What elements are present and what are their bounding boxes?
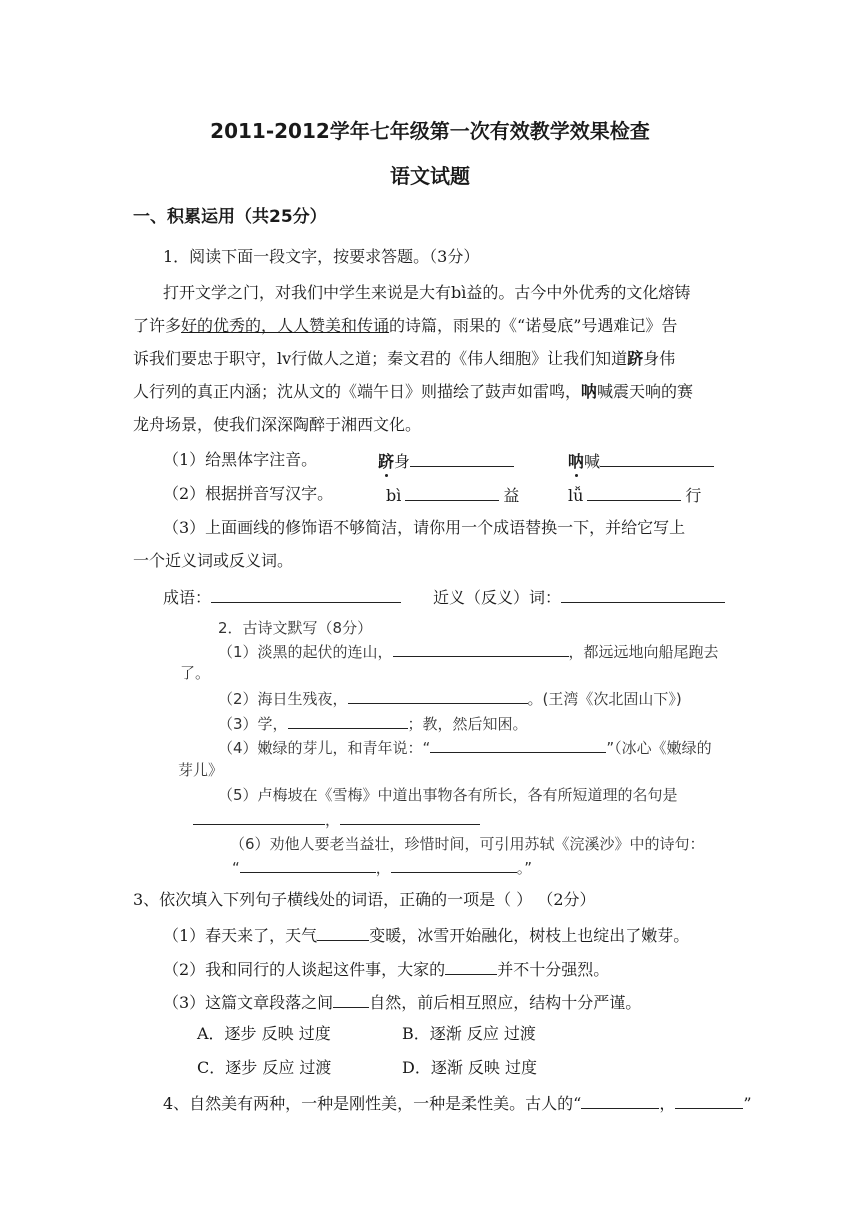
answer-blank[interactable] [348,687,528,704]
q3-prompt: 3、依次填入下列句子横线处的词语，正确的一项是（ ） （2分） [133,890,596,909]
q1-sub1-label: （1）给黑体字注音。 [163,450,318,469]
answer-blank[interactable] [561,586,725,603]
exam-subtitle: 语文试题 [390,164,470,188]
q1-sub2-item: lǚ 行 [568,486,702,505]
answer-blank[interactable] [317,924,369,941]
bold-char: 呐 [581,382,598,401]
q2-line-1: （1）淡黑的起伏的连山， ，都远远地向船尾跑去 [218,640,719,662]
q1-prompt: 1．阅读下面一段文字，按要求答题。（3分） [163,247,480,266]
answer-blank[interactable] [587,484,681,501]
watermark-logo [443,621,797,930]
answer-blank[interactable] [333,991,369,1008]
q2-line-6-answer: “ ， 。” [232,856,532,878]
answer-blank[interactable] [211,586,401,603]
q1-paragraph-line: 人行列的真正内涵；沈从文的《端午日》则描绘了鼓声如雷鸣，呐喊震天响的赛 [133,382,694,401]
q3-sentence-1: （1）春天来了，天气 变暖，冰雪开始融化，树枝上也绽出了嫩芽。 [163,926,690,945]
option-b[interactable]: B．逐渐 反应 过渡 [402,1024,536,1043]
q2-line-5: （5）卢梅坡在《雪梅》中道出事物各有所长，各有所短道理的名句是 [218,786,678,804]
q2-line-4: （4）嫩绿的芽儿，和青年说：“ ”（冰心《嫩绿的 [218,736,712,758]
underlined-phrase: 好的优秀的，人人赞美和传诵 [181,316,390,335]
q1-paragraph-line: 龙舟场景，使我们深深陶醉于湘西文化。 [133,415,422,434]
q3-sentence-3: （3）这篇文章段落之间 自然，前后相互照应，结构十分严谨。 [163,993,642,1012]
option-a[interactable]: A．逐步 反映 过度 [197,1024,331,1043]
q1-sub1-item: 呐喊 [568,450,714,472]
answer-blank[interactable] [600,450,714,467]
q1-sub3-text: 一个近义词或反义词。 [133,551,294,570]
exam-title: 2011-2012学年七年级第一次有效教学效果检查 [210,119,650,143]
q2-line-2: （2）海日生残夜， 。(王湾《次北固山下》) [218,687,682,709]
option-c[interactable]: C．逐步 反应 过渡 [197,1058,332,1077]
option-d[interactable]: D．逐渐 反映 过度 [402,1058,538,1077]
answer-blank[interactable] [581,1092,659,1109]
answer-blank[interactable] [675,1092,743,1109]
synonym-answer-line: 近义（反义）词： [433,586,725,608]
q3-sentence-2: （2）我和同行的人谈起这件事，大家的 并不十分强烈。 [163,960,610,979]
answer-blank[interactable] [393,640,569,657]
q1-paragraph-line: 了许多好的优秀的，人人赞美和传诵的诗篇，雨果的《“诺曼底”号遇难记》告 [133,316,678,335]
q2-line-5-answer: ， [193,808,480,830]
section-heading: 一、积累运用（共25分） [133,207,327,227]
answer-blank[interactable] [288,712,408,729]
q1-paragraph-line: 打开文学之门，对我们中学生来说是大有bì益的。古今中外优秀的文化熔铸 [163,283,691,302]
q1-sub2-item: bì 益 [386,486,520,505]
q4-prompt: 4、自然美有两种，一种是刚性美，一种是柔性美。古人的“ ， ” [163,1094,752,1113]
q2-line-1-cont: 了。 [180,664,211,682]
q1-paragraph-line: 诉我们要忠于职守，lv行做人之道；秦文君的《伟人细胞》让我们知道跻身伟 [133,349,676,368]
q2-heading: 2．古诗文默写（8分） [218,619,373,637]
q1-sub2-label: （2）根据拼音写汉字。 [163,484,334,503]
q1-sub1-item: 跻身 [378,450,514,472]
q2-line-6: （6）劝他人要老当益壮，珍惜时间，可引用苏轼《浣溪沙》中的诗句： [230,835,705,853]
answer-blank[interactable] [193,808,325,825]
answer-blank[interactable] [410,450,514,467]
answer-blank[interactable] [405,484,499,501]
q2-line-3: （3）学， ；教，然后知困。 [218,712,528,734]
idiom-answer-line: 成语： [163,586,401,608]
q2-line-4-cont: 芽儿》 [178,761,224,779]
bold-char: 跻 [627,349,644,368]
answer-blank[interactable] [445,958,497,975]
q1-sub3-text: （3）上面画线的修饰语不够简洁，请你用一个成语替换一下，并给它写上 [163,518,686,537]
answer-blank[interactable] [240,856,376,873]
answer-blank[interactable] [340,808,480,825]
